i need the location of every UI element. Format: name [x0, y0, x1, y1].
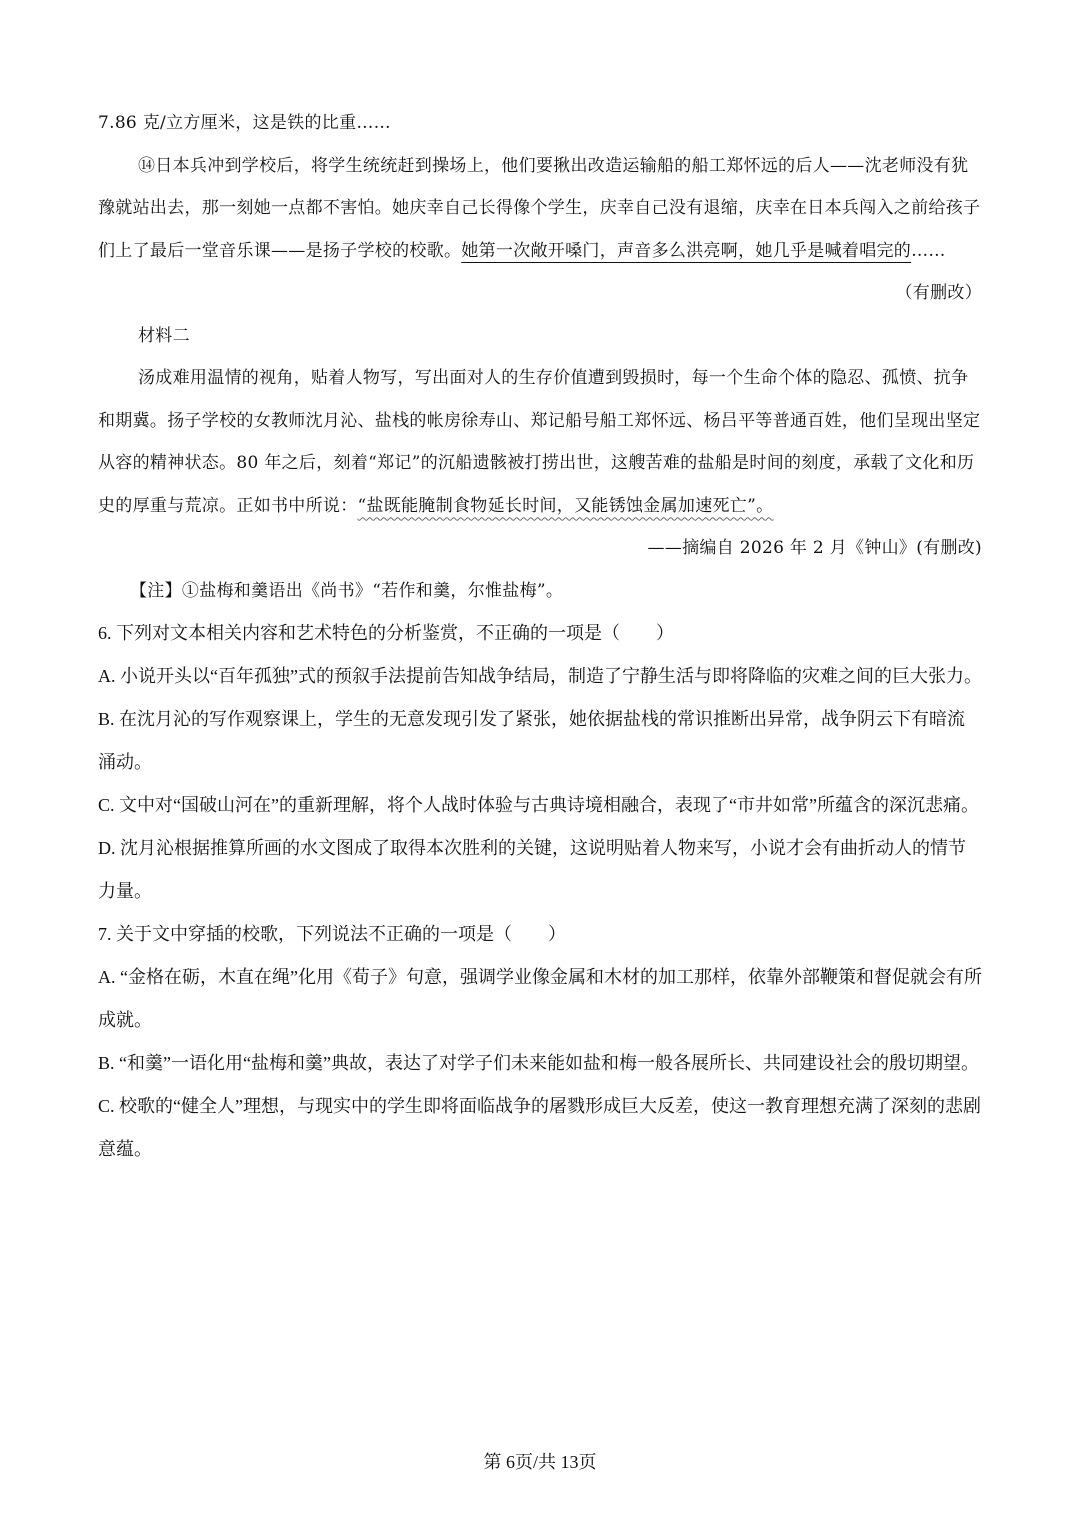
question-6-stem: 6. 下列对文本相关内容和艺术特色的分析鉴赏，不正确的一项是（ ） — [98, 623, 674, 643]
question-6-option-c: C. 文中对“国破山河在”的重新理解，将个人战时体验与古典诗境相融合，表现了“市井如常”所蕴含的深沉悲痛。 — [98, 795, 979, 815]
question-7-stem: 7. 关于文中穿插的校歌，下列说法不正确的一项是（ ） — [98, 924, 566, 944]
material-2-wavy-quote: “盐既能腌制食物延长时间，又能锈蚀金属加速死亡”。 — [357, 495, 774, 516]
material-2-body: 汤成难用温情的视角，贴着人物写，写出面对人的生存价值遭到毁损时，每一个生命个体的隐忍、孤愤、抗争和期冀。扬子学校的女教师沈月沁、盐栈的帐房徐寿山、郑记船号船工郑怀远、杨吕平等普通百姓，他们呈现出坚定从容的精神状态。80 年之后，刻着“郑记”的沉船遗骸被打捞出世，这艘苦难的盐船是时间的刻度，承载了文化和历史的厚重与荒凉。正如书中所说： — [98, 368, 981, 516]
paragraph-14-text: ⑭日本兵冲到学校后，将学生统统赶到操场上，他们要揪出改造运输船的船工郑怀远的后人——沈老师没有犹豫就站出去，那一刻她一点都不害怕。她庆幸自己长得像个学生，庆幸自己没有退缩，庆幸在日本兵闯入之前给孩子们上了最后一堂音乐课——是扬子学校的校歌。 — [98, 155, 981, 261]
question-7-option-c: C. 校歌的“健全人”理想，与现实中的学生即将面临战争的屠戮形成巨大反差，使这一教育理想充满了深刻的悲剧意蕴。 — [98, 1096, 981, 1159]
document-page — [98, 102, 982, 1171]
edited-note: （有删改） — [895, 283, 982, 303]
question-6-option-b: B. 在沈月沁的写作观察课上，学生的无意发现引发了紧张，她依据盐栈的常识推断出异常，战争阴云下有暗流涌动。 — [98, 709, 966, 772]
question-7-option-b: B. “和羹”一语化用“盐梅和羹”典故，表达了对学子们未来能如盐和梅一般各展所长、共同建设社会的殷切期望。 — [98, 1053, 979, 1073]
material-2-text — [98, 357, 982, 527]
page-footer: 第 6页/共 13页 — [483, 1452, 597, 1472]
material-2-label: 材料二 — [138, 325, 190, 346]
paragraph-14-underlined-sentence: 她第一次敞开嗓门，声音多么洪亮啊，她几乎是喊着唱完的 — [461, 240, 912, 261]
passage-paragraph-14 — [98, 145, 982, 273]
question-7-option-a: A. “金格在砺，木直在绳”化用《荀子》句意，强调学业像金属和木材的加工那样，依靠外部鞭策和督促就会有所成就。 — [98, 967, 982, 1030]
paragraph-14-ellipsis: …… — [911, 240, 946, 261]
question-6-option-a: A. 小说开头以“百年孤独”式的预叙手法提前告知战争结局，制造了宁静生活与即将降临的灾难之间的巨大张力。 — [98, 666, 982, 686]
material-2-source: ——摘编自 2026 年 2 月《钟山》(有删改) — [647, 538, 982, 558]
annotation-note: 【注】①盐梅和羹语出《尚书》“若作和羹，尔惟盐梅”。 — [130, 580, 564, 601]
passage-line-top: 7.86 克/立方厘米，这是铁的比重…… — [98, 113, 391, 133]
question-6-option-d: D. 沈月沁根据推算所画的水文图成了取得本次胜利的关键，这说明贴着人物来写，小说才会有曲折动人的情节力量。 — [98, 838, 966, 901]
